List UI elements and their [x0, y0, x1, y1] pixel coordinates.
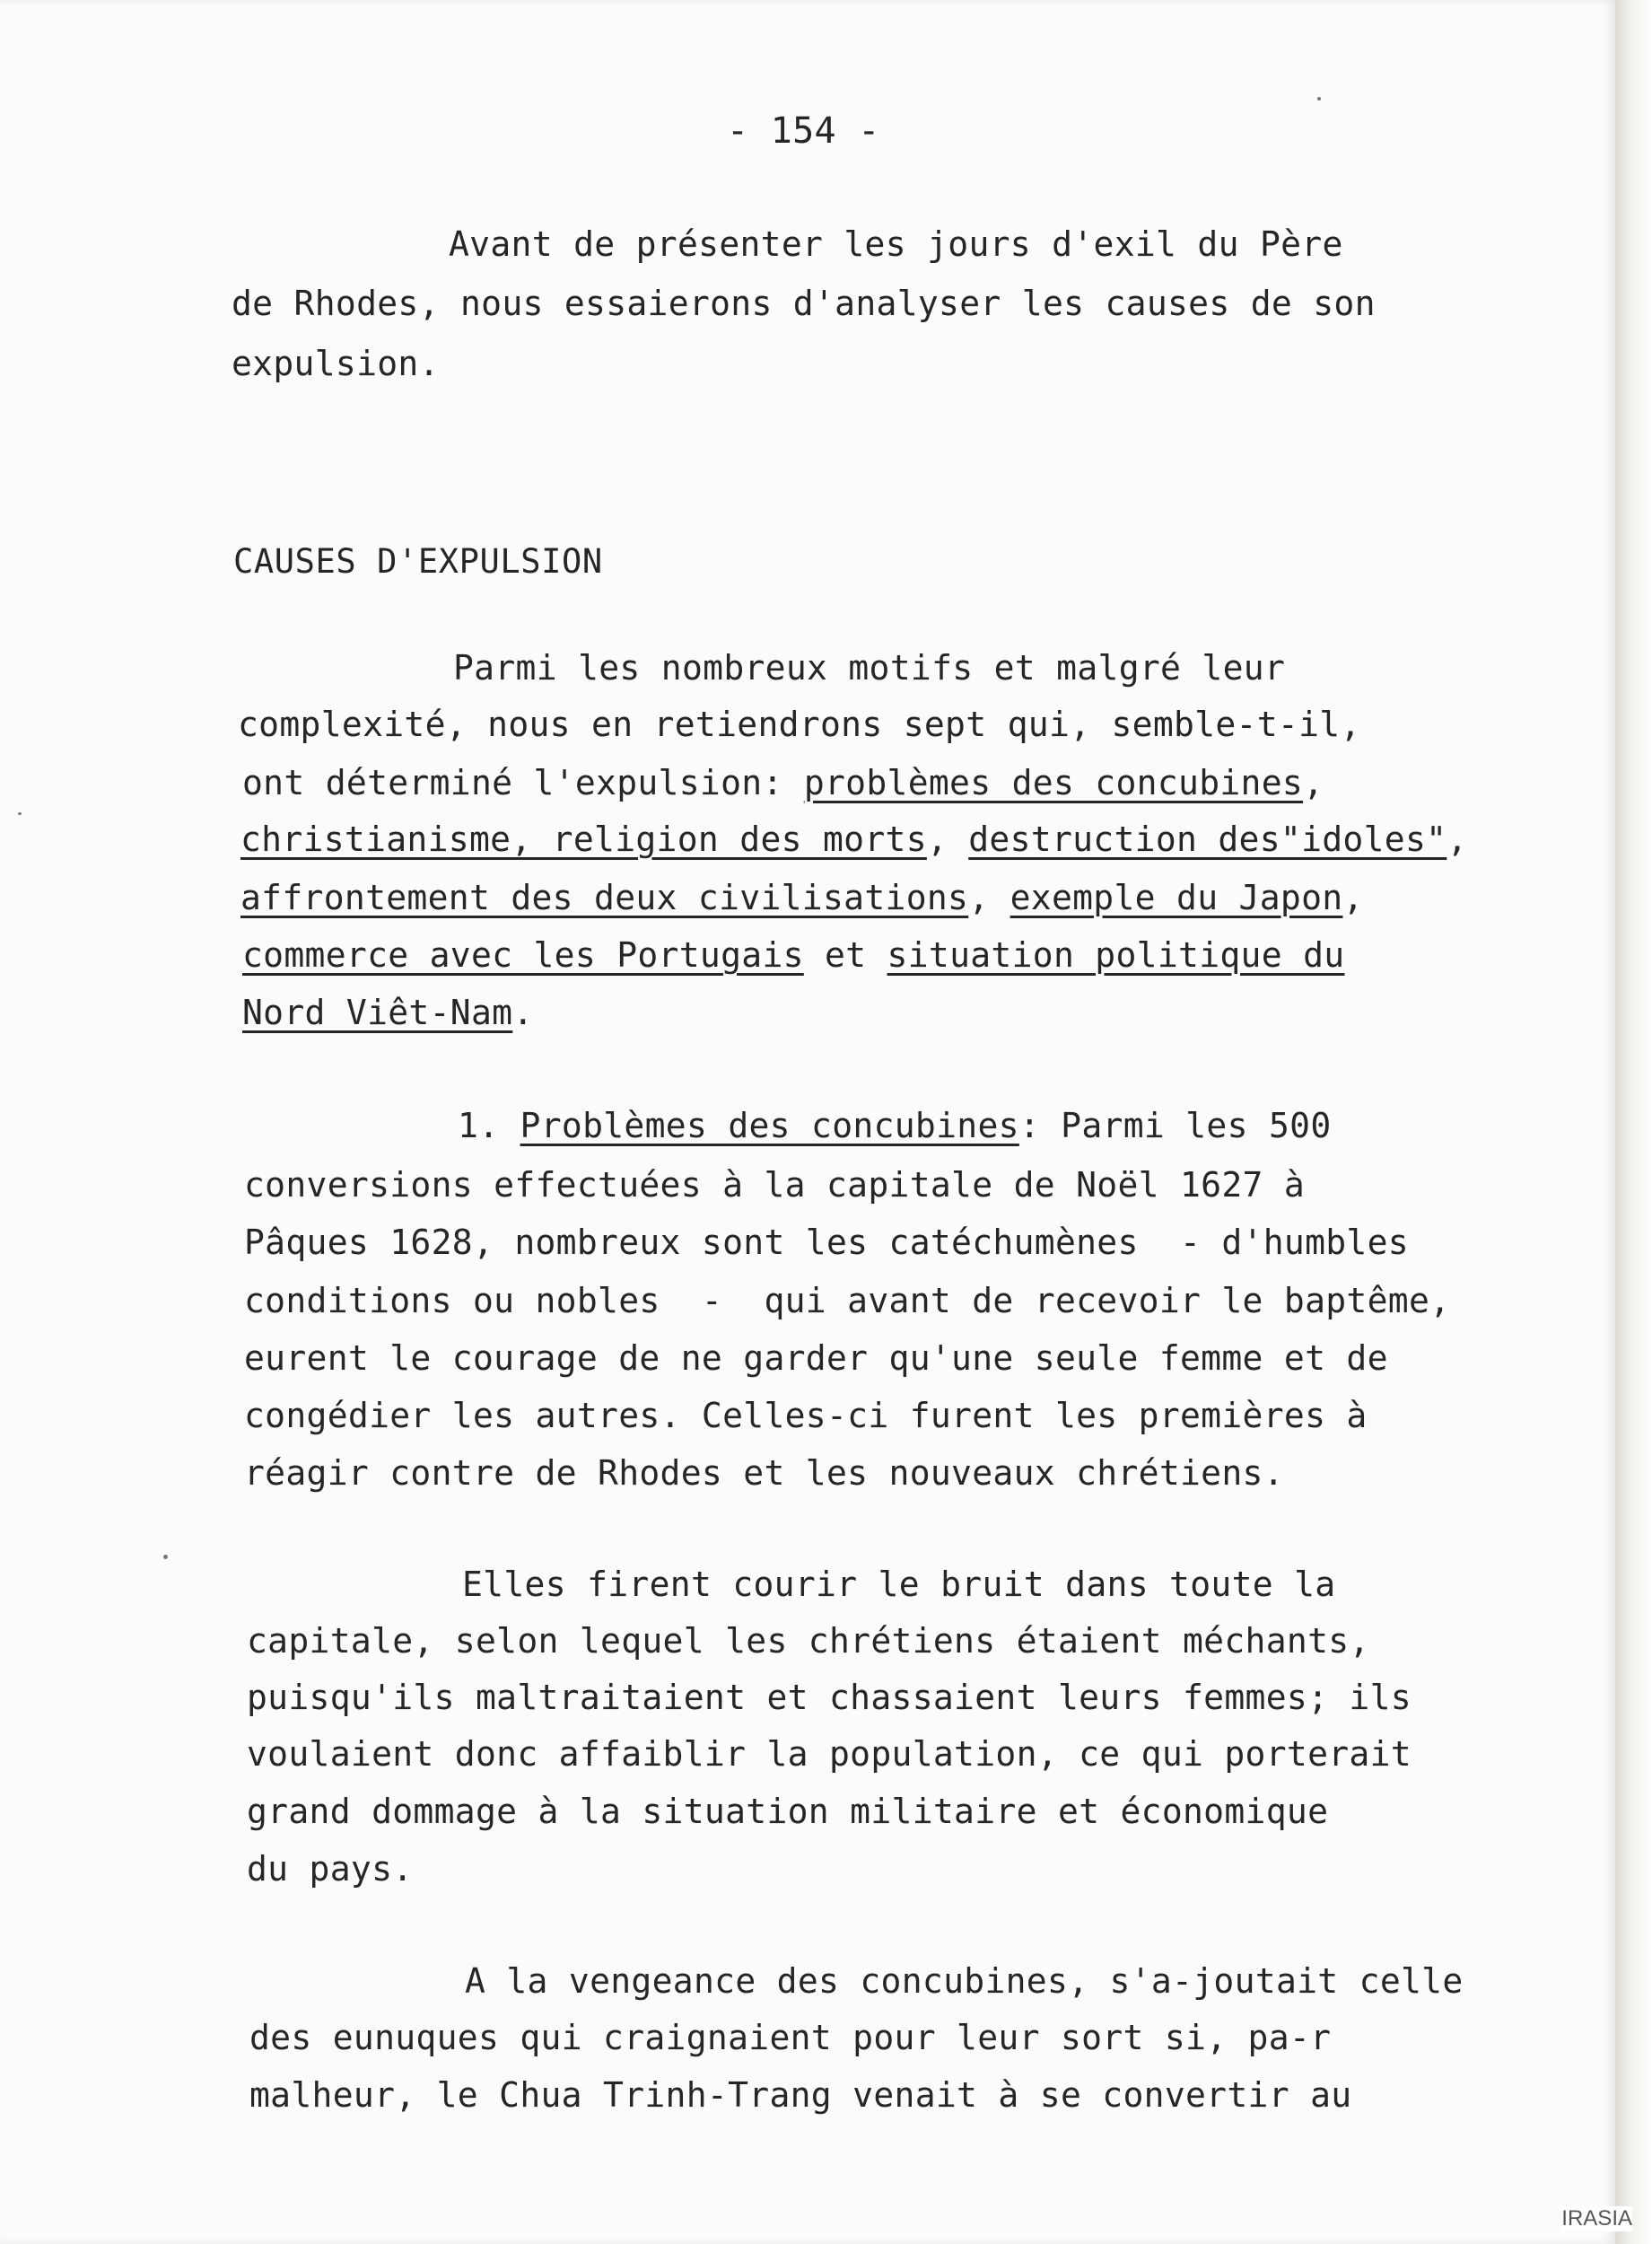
causes-line-5-punct: , [1342, 878, 1364, 917]
point1-line-1-rest: : Parmi les 500 [1018, 1106, 1332, 1145]
watermark: IRASIA [1561, 2206, 1632, 2231]
cause-politics: situation politique du [887, 935, 1345, 975]
para3-line-1: A la vengeance des concubines, s'a-joutait celle [465, 1961, 1464, 2001]
point1-line-2: conversions effectuées à la capitale de Noël 1627 à [244, 1165, 1306, 1205]
causes-line-1: Parmi les nombreux motifs et malgré leur [453, 648, 1286, 688]
causes-line-5 [240, 878, 1364, 917]
causes-line-4-sep: , [926, 820, 969, 859]
para2-line-6: du pays. [247, 1849, 414, 1889]
causes-line-3-punct: , [1303, 763, 1324, 802]
cause-idols: destruction des"idoles" [968, 820, 1447, 859]
intro-line-3: expulsion. [232, 344, 440, 383]
section-heading: CAUSES D'EXPULSION [233, 542, 603, 581]
cause-portuguese: commerce avec les Portugais [242, 935, 804, 975]
para2-line-2: capitale, selon lequel les chrétiens étaient méchants, [247, 1621, 1370, 1661]
point1-number: 1. [458, 1106, 520, 1145]
cause-concubines: problèmes des concubines [803, 763, 1304, 802]
causes-line-6-sep: et [803, 935, 887, 975]
causes-line-2: complexité, nous en retiendrons sept qui, semble-t-il, [238, 705, 1361, 744]
para2-line-5: grand dommage à la situation militaire et économique [247, 1792, 1329, 1831]
causes-line-7 [242, 993, 534, 1032]
point1-title: Problèmes des concubines [520, 1106, 1019, 1145]
point1-line-7: réagir contre de Rhodes et les nouveaux chrétiens. [244, 1453, 1284, 1493]
page-number: - 154 - [727, 110, 880, 152]
cause-christianity: christianisme, religion des morts [240, 820, 927, 859]
cause-japan: exemple du Japon [1010, 878, 1343, 917]
causes-line-7-punct: . [512, 993, 534, 1032]
point1-line-4: conditions ou nobles - qui avant de recevoir le baptême, [244, 1281, 1451, 1320]
para2-line-1: Elles firent courir le bruit dans toute la [462, 1565, 1336, 1604]
intro-line-2: de Rhodes, nous essaierons d'analyser les causes de son [232, 284, 1376, 323]
point1-line-6: congédier les autres. Celles-ci furent les premières à [244, 1396, 1368, 1435]
cause-politics-cont: Nord Viêt-Nam [242, 993, 513, 1032]
para3-line-2: des eunuques qui craignaient pour leur sort si, pa-r [249, 2018, 1332, 2057]
causes-line-6 [242, 935, 1344, 975]
para3-line-3: malheur, le Chua Trinh-Trang venait à se convertir au [249, 2075, 1352, 2115]
cause-civilisations: affrontement des deux civilisations [240, 878, 969, 917]
causes-line-5-sep: , [968, 878, 1010, 917]
para2-line-4: voulaient donc affaiblir la population, ce qui porterait [247, 1734, 1412, 1774]
intro-line-1: Avant de présenter les jours d'exil du Père [449, 224, 1343, 264]
point1-line-1 [458, 1106, 1332, 1145]
causes-line-3 [242, 763, 1324, 802]
para2-line-3: puisqu'ils maltraitaient et chassaient leurs femmes; ils [247, 1678, 1412, 1717]
causes-line-4-punct: , [1447, 820, 1468, 859]
scan-edge [1615, 0, 1652, 2244]
point1-line-5: eurent le courage de ne garder qu'une seule femme et de [244, 1338, 1388, 1378]
causes-line-3-text: ont déterminé l'expulsion: [242, 763, 804, 802]
point1-line-3: Pâques 1628, nombreux sont les catéchumènes - d'humbles [244, 1223, 1409, 1262]
causes-line-4 [240, 820, 1468, 859]
